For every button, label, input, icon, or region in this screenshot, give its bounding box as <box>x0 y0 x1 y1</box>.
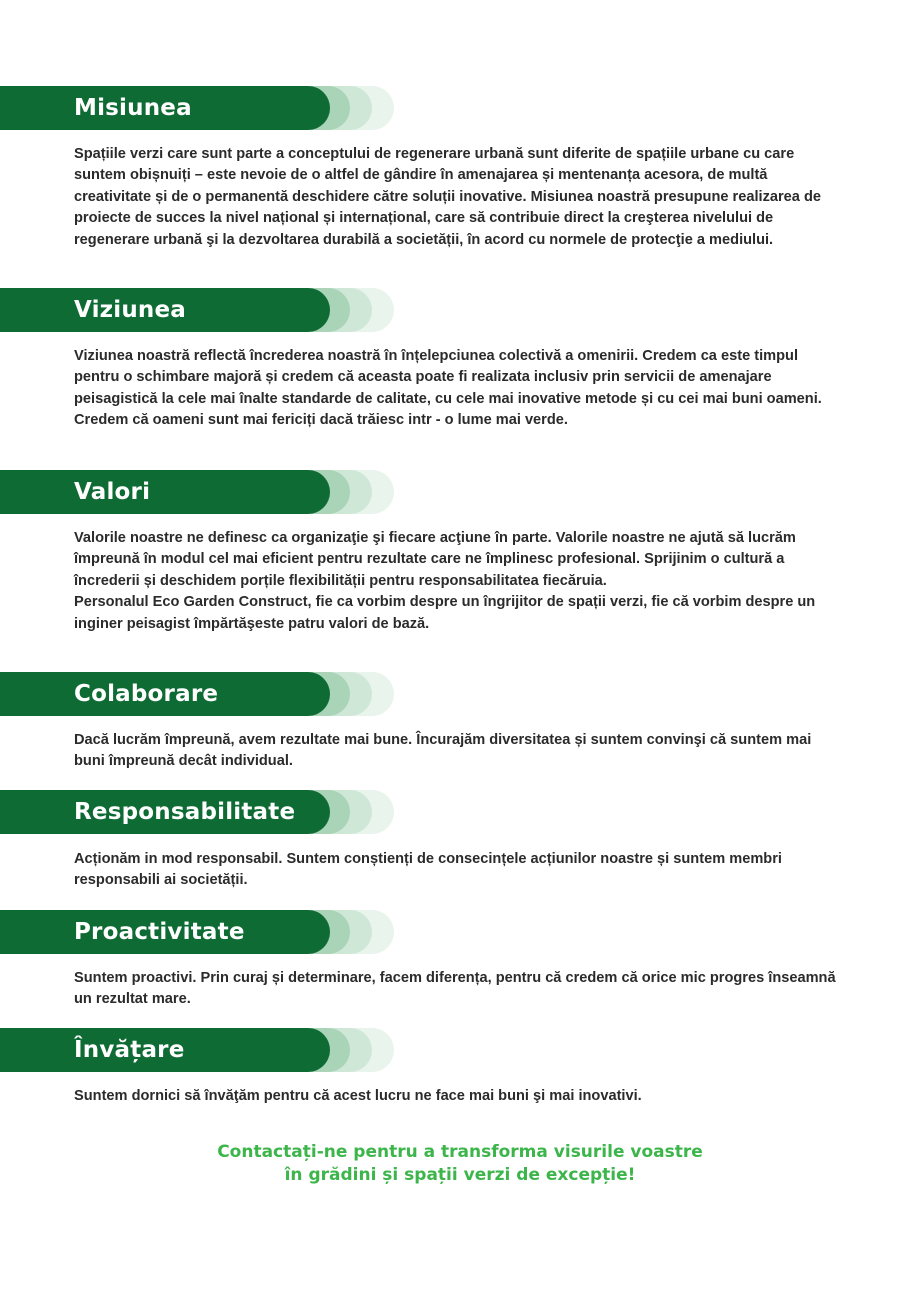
section-title: Misiunea <box>74 95 192 121</box>
section-title: Viziunea <box>74 297 187 323</box>
section-title: Proactivitate <box>74 919 245 945</box>
section-header-colaborare <box>0 672 400 716</box>
section-header-proactivitate <box>0 910 400 954</box>
section-header-valori <box>0 470 400 514</box>
cta-line-1: Contactați-ne pentru a transforma visurile voastre <box>217 1142 703 1162</box>
paragraph: Suntem proactivi. Prin curaj și determinare, facem diferența, pentru că credem că orice mic progres înseamnă un rezultat mare. <box>74 970 836 1008</box>
section-body-invatare <box>74 1086 844 1107</box>
paragraph: Viziunea noastră reflectă încrederea noastră în înțelepciunea colectivă a omenirii. Credem ca este timpul pentru o schimbare majoră și credem că aceasta poate fi realizata inclusiv prin servicii de amenajare peisagistică la cele mai înalte standarde de calitate, cu cele mai inovative metode și cu cei mai buni oameni. Credem că oameni sunt mai fericiți dacă trăiesc intr - o lume mai verde. <box>74 348 822 429</box>
section-title: Valori <box>74 479 151 505</box>
section-body-proactivitate <box>74 968 844 1011</box>
paragraph: Personalul Eco Garden Construct, fie ca vorbim despre un îngrijitor de spații verzi, fie că vorbim despre un inginer peisagist împărtăşeste patru valori de bază. <box>74 594 816 632</box>
section-title: Învățare <box>74 1037 185 1063</box>
section-title: Responsabilitate <box>74 799 296 825</box>
cta-line-2: în grădini și spații verzi de excepție! <box>284 1165 636 1185</box>
section-header-viziunea <box>0 288 400 332</box>
section-body-colaborare <box>74 730 844 773</box>
section-body-valori <box>74 528 844 635</box>
section-body-viziunea <box>74 346 844 432</box>
contact-call-to-action <box>0 1141 920 1187</box>
section-body-responsabilitate <box>74 849 844 892</box>
header-bar <box>0 470 330 514</box>
section-body-misiunea <box>74 144 844 251</box>
paragraph: Valorile noastre ne definesc ca organizaţie şi fiecare acţiune în parte. Valorile noastre ne ajută să lucrăm împreună în modul cel mai eficient pentru rezultate care ne împlinesc profesional. Sprijinim o cultură a încrederii și deschidem porțile flexibilității pentru responsabilitatea fiecăruia. <box>74 530 796 589</box>
section-header-misiunea <box>0 86 400 130</box>
section-title: Colaborare <box>74 681 219 707</box>
section-header-invatare <box>0 1028 400 1072</box>
paragraph: Suntem dornici să învăţăm pentru că acest lucru ne face mai buni şi mai inovativi. <box>74 1088 642 1104</box>
section-header-responsabilitate <box>0 790 400 834</box>
paragraph: Acționăm in mod responsabil. Suntem conștienți de consecințele acțiunilor noastre și suntem membri responsabili ai societății. <box>74 851 782 889</box>
paragraph: Dacă lucrăm împreună, avem rezultate mai bune. Încurajăm diversitatea și suntem convinşi că suntem mai buni împreună decât individual. <box>74 732 812 770</box>
paragraph: Spațiile verzi care sunt parte a conceptului de regenerare urbană sunt diferite de spațiile urbane cu care suntem obișnuiți – este nevoie de o altfel de gândire în amenajarea și mentenanța acesora, de multă creativitate și de o permanentă deschidere către soluții inovative. Misiunea noastră presupune realizarea de proiecte de succes la nivel național și internațional, care să contribuie direct la creşterea nivelului de regenerare urbană şi la dezvoltarea durabilă a societății, în acord cu normele de protecţie a mediului. <box>74 146 821 248</box>
